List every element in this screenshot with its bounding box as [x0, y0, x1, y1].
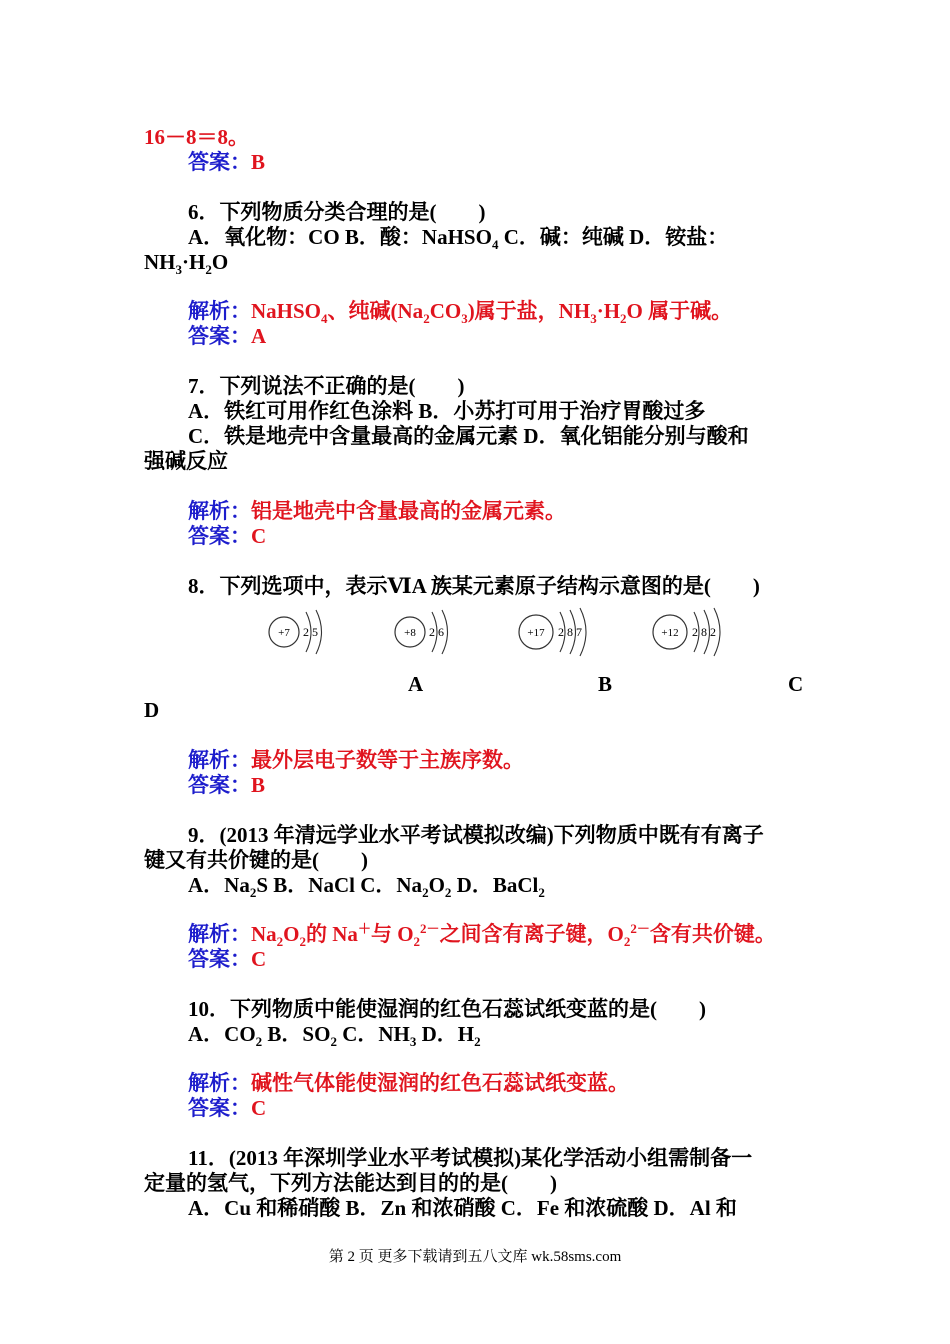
q10-option-a: A．$CO_2$ [188, 1022, 263, 1050]
q7-stem: 7．下列说法不正确的是( ) [188, 374, 465, 398]
analysis-text: 铝是地壳中含量最高的金属元素。 [251, 499, 566, 523]
answer-label: 答案： [188, 1096, 251, 1120]
q9-option-d: D．BaCl$_2$ [456, 873, 545, 901]
q10-option-c: C．$NH_3$ [342, 1022, 417, 1050]
analysis-label: 解析： [188, 1071, 251, 1095]
q6-answer [188, 323, 266, 349]
q6-option-d-cont: $NH_3\cdot H_2O$ [144, 250, 229, 278]
q6-options [188, 224, 729, 253]
answer-value: C [251, 524, 267, 548]
q7-options-cd: C．铁是地壳中含量最高的金属元素 D．氧化铝能分别与酸和 [188, 424, 749, 448]
option-label-d: D [144, 698, 160, 722]
analysis-text: 碱性气体能使湿润的红色石蕊试纸变蓝。 [251, 1071, 629, 1095]
analysis-label: 解析： [188, 922, 251, 946]
answer-value: C [251, 947, 267, 971]
q7-analysis [188, 498, 566, 524]
q7-options-cd-cont: 强碱反应 [144, 449, 228, 473]
page-footer: 第 2 页 更多下载请到五八文库 wk.58sms.com [328, 1249, 622, 1265]
shell-electrons: 2 6 [429, 625, 444, 639]
nucleus-label: +17 [527, 627, 545, 639]
q10-stem: 10．下列物质中能使湿润的红色石蕊试纸变蓝的是( ) [188, 997, 706, 1021]
answer-value: B [251, 773, 266, 797]
option-label-a: A [408, 672, 424, 696]
shell-electrons: 2 5 [303, 625, 318, 639]
q8-stem: 8．下列选项中，表示ⅥA 族某元素原子结构示意图的是( ) [188, 574, 760, 598]
answer-label: 答案： [188, 150, 251, 174]
q10-option-b: B．$SO_2$ [267, 1022, 337, 1050]
nucleus-label: +8 [404, 627, 416, 639]
q9-stem-2: 键又有共价键的是( ) [144, 848, 368, 872]
q9-stem-1: 9．(2013 年清远学业水平考试模拟改编)下列物质中既有有离子 [188, 823, 764, 847]
prev-answer [188, 149, 265, 175]
answer-label: 答案： [188, 947, 251, 971]
analysis-text: 最外层电子数等于主族序数。 [251, 748, 524, 772]
q11-options: A．Cu 和稀硝酸 B．Zn 和浓硝酸 C．Fe 和浓硫酸 D．Al 和 [188, 1196, 737, 1220]
q9-option-b: B．NaCl [273, 873, 355, 897]
q6-option-a: A．氧化物：CO [188, 225, 340, 249]
answer-value: A [251, 324, 267, 348]
answer-value: B [251, 150, 266, 174]
answer-label: 答案： [188, 524, 251, 548]
analysis-label: 解析： [188, 299, 251, 323]
q9-options [188, 872, 545, 901]
q6-analysis [188, 298, 733, 327]
answer-label: 答案： [188, 324, 251, 348]
answer-value: C [251, 1096, 267, 1120]
q8-answer [188, 772, 265, 798]
option-label-b: B [598, 672, 613, 696]
option-label-c: C [788, 672, 804, 696]
q7-answer [188, 523, 266, 549]
analysis-text: $Na_2O_2$的 Na＋与 $O_2^{2-}$之间含有离子键，$O_2^{2-}$含有共价键。 [251, 921, 776, 950]
q9-answer [188, 946, 266, 972]
atom-diagram-d [652, 606, 772, 664]
q10-option-d: D．$H_2$ [421, 1022, 481, 1050]
q10-options [188, 1021, 481, 1050]
answer-label: 答案： [188, 773, 251, 797]
atom-diagram-b [396, 606, 516, 664]
q9-analysis [188, 921, 776, 950]
q6-option-b: B．酸：NaHSO$_4$ [344, 225, 499, 253]
q7-options-ab: A．铁红可用作红色涂料 B．小苏打可用于治疗胃酸过多 [188, 399, 706, 423]
nucleus-label: +12 [661, 627, 679, 639]
q6-option-d: D．铵盐： [629, 225, 729, 249]
q6-option-c: C．碱：纯碱 [503, 225, 624, 249]
q11-stem-2: 定量的氢气，下列方法能达到目的的是( ) [144, 1171, 557, 1195]
q6-stem: 6．下列物质分类合理的是( ) [188, 200, 486, 224]
analysis-label: 解析： [188, 499, 251, 523]
prev-analysis-tail: 16－8＝8。 [144, 125, 249, 149]
shell-electrons: 2 8 7 [558, 625, 582, 639]
atom-diagram-a [266, 606, 386, 664]
nucleus-label: +7 [278, 627, 290, 639]
q9-option-c: C．$Na_2O_2$ [360, 873, 452, 901]
atom-diagram-c [518, 606, 638, 664]
q9-option-a: A．$Na_2S$ [188, 873, 269, 901]
analysis-label: 解析： [188, 748, 251, 772]
analysis-text: NaHSO$_4$、纯碱$(Na_2CO_3)$属于盐，$NH_3\cdot H_2O$ 属于碱。 [251, 299, 733, 327]
q10-analysis [188, 1070, 629, 1096]
q8-analysis [188, 747, 524, 773]
shell-electrons: 2 8 2 [692, 625, 716, 639]
q11-stem-1: 11．(2013 年深圳学业水平考试模拟)某化学活动小组需制备一 [188, 1146, 753, 1170]
q10-answer [188, 1095, 266, 1121]
